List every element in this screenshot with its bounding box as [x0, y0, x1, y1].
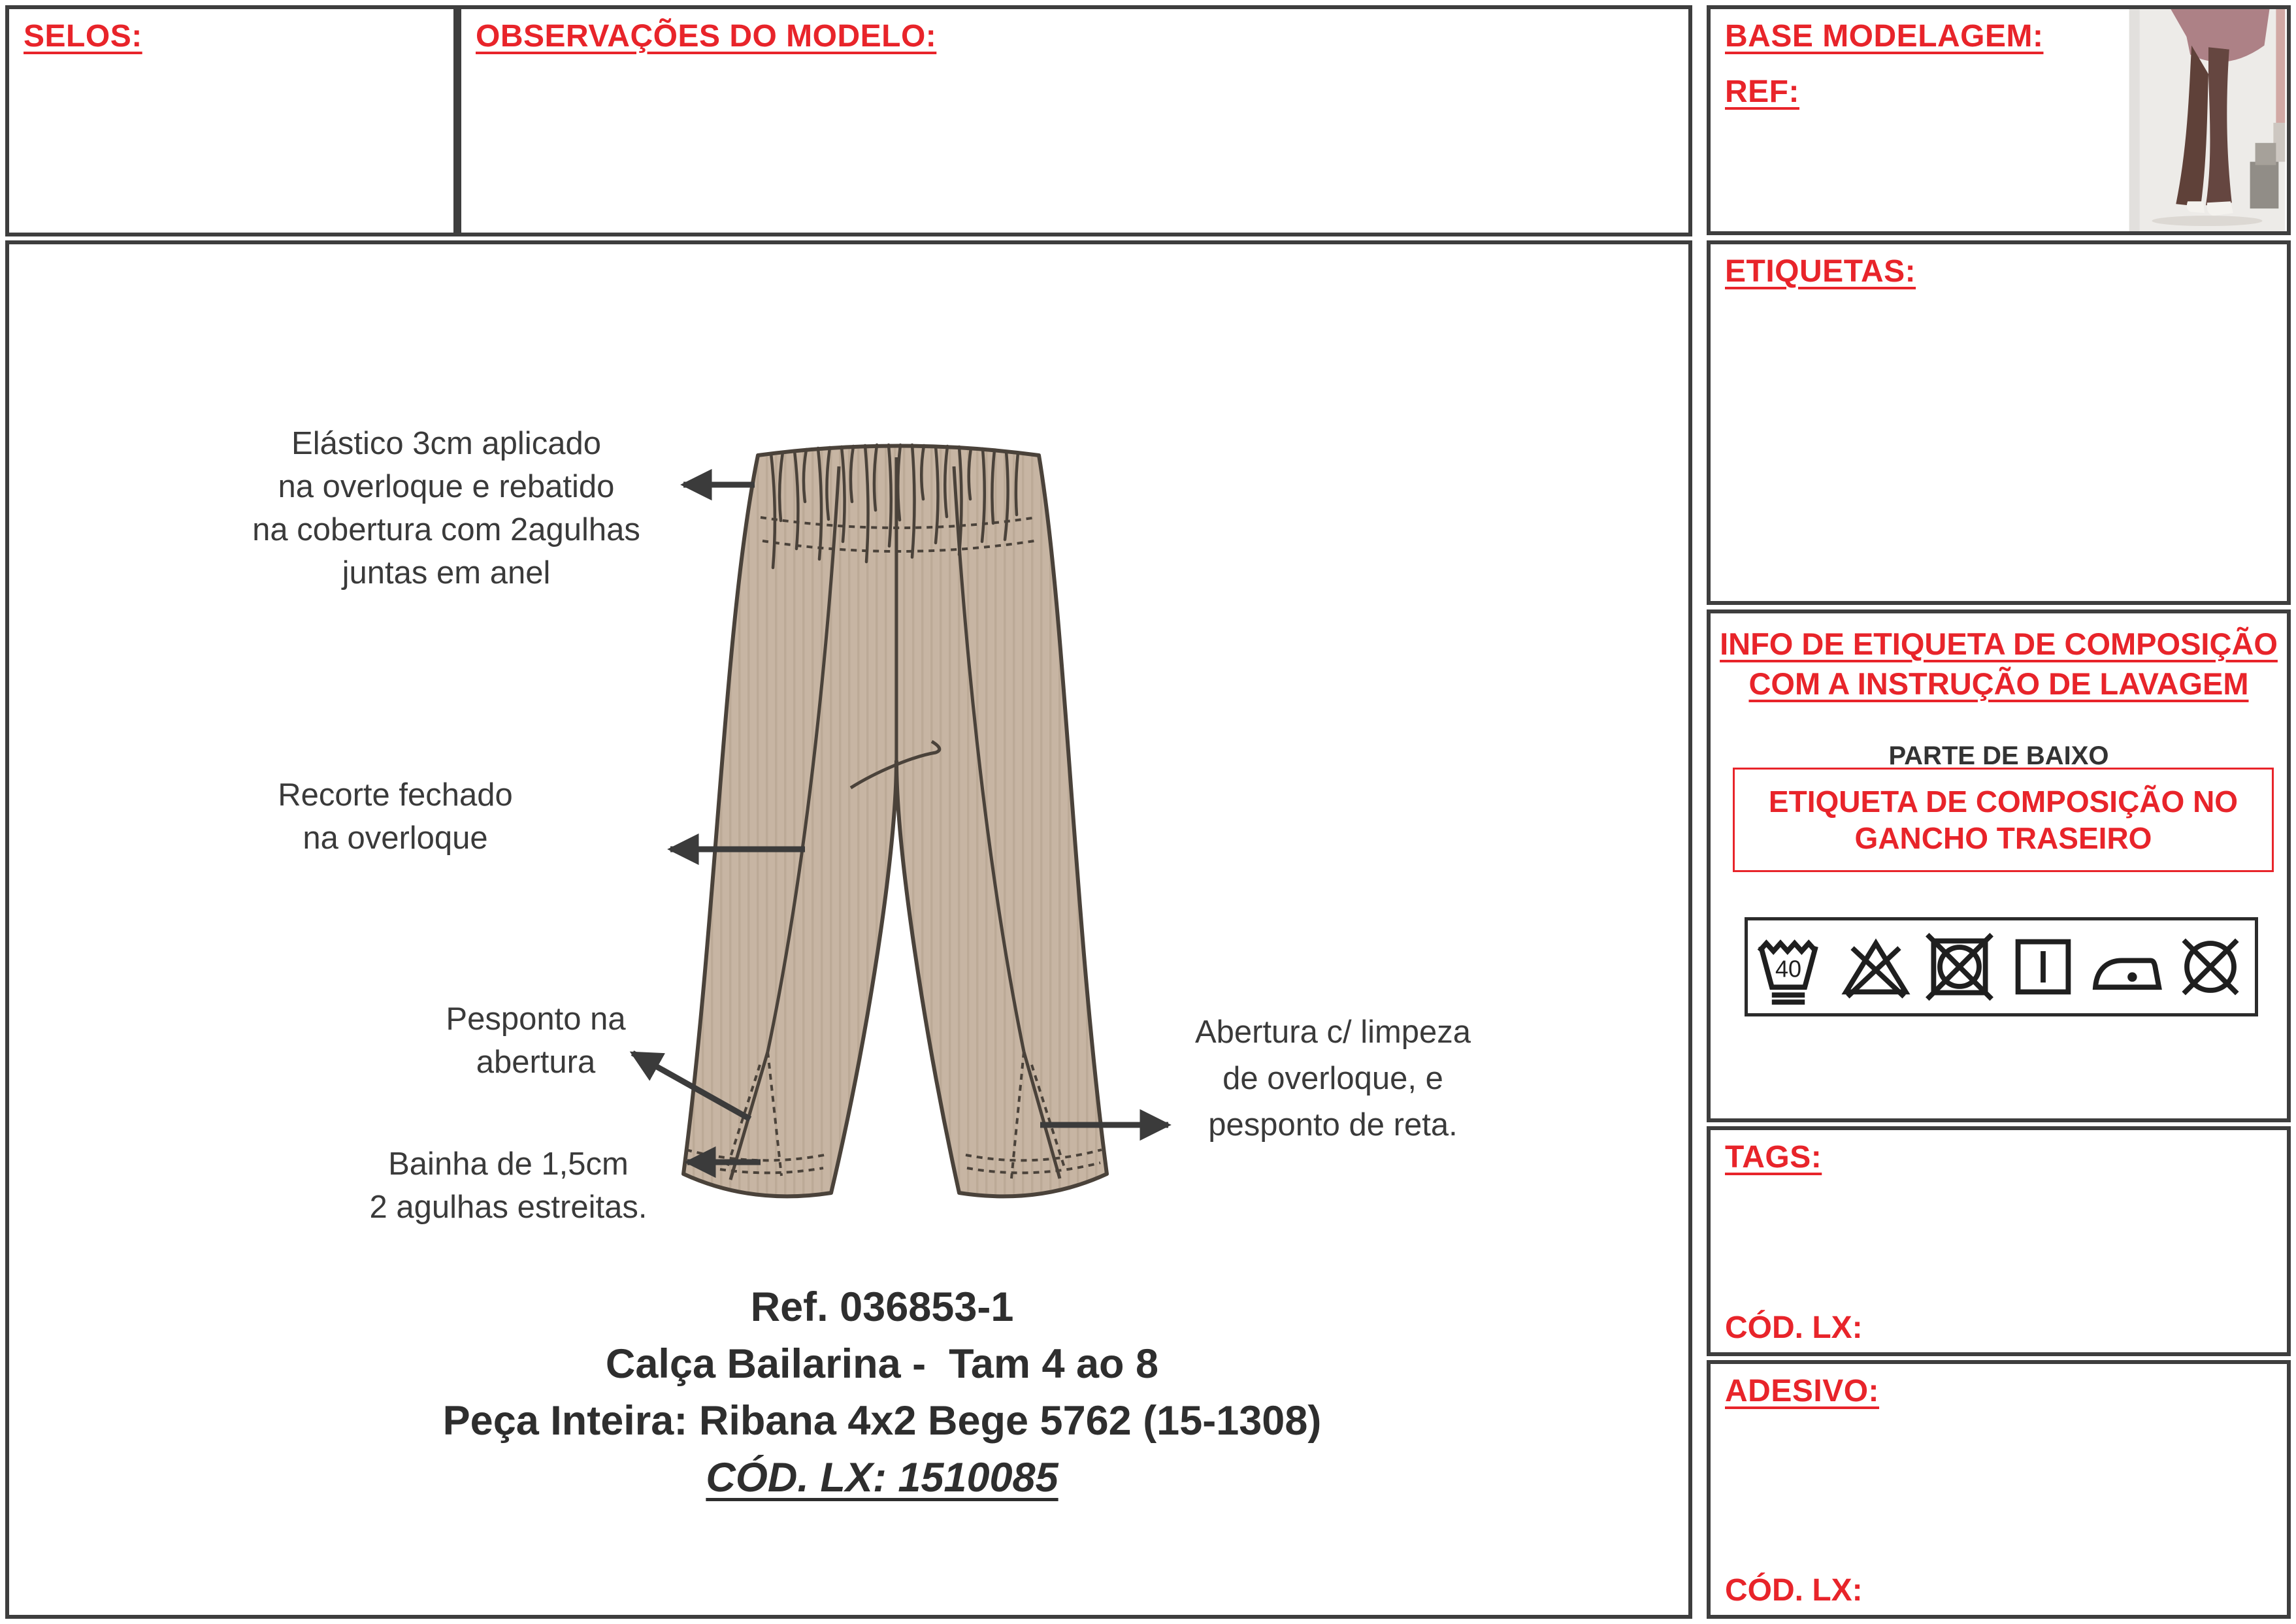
tags-cod-lx-label: CÓD. LX:: [1725, 1310, 1863, 1345]
annotation-abertura: Abertura c/ limpeza de overloque, e pesponto de reta.: [1194, 1015, 1471, 1143]
do-not-dry-clean-icon: [2171, 928, 2250, 1006]
highlight-line2: GANCHO TRASEIRO: [1854, 821, 2152, 855]
annotation-bainha: Bainha de 1,5cm 2 agulhas estreitas.: [369, 1146, 648, 1225]
ref-label: REF:: [1725, 74, 1799, 109]
reference-ref: Ref. 036853-1: [750, 1284, 1014, 1330]
panel-observacoes: [457, 5, 1692, 236]
care-symbols-strip: [1745, 917, 2258, 1016]
panel-tags: [1707, 1126, 2291, 1356]
reference-block: [359, 1279, 1405, 1506]
observacoes-label: OBSERVAÇÕES DO MODELO:: [476, 19, 937, 54]
selos-label: SELOS:: [24, 19, 142, 54]
highlight-line1: ETIQUETA DE COMPOSIÇÃO NO: [1768, 785, 2239, 819]
reference-material: Peça Inteira: Ribana 4x2 Bege 5762 (15-1308): [442, 1398, 1322, 1444]
line-dry-icon: [2004, 928, 2082, 1006]
annotation-recorte: Recorte fechado na overloque: [278, 777, 513, 856]
panel-info-composicao: [1707, 609, 2291, 1122]
info-title-line1: INFO DE ETIQUETA DE COMPOSIÇÃO: [1720, 626, 2278, 661]
svg-text:40: 40: [1775, 955, 1802, 983]
base-modelagem-label: BASE MODELAGEM:: [1725, 19, 2044, 54]
photo-shoe-right: [2207, 201, 2233, 216]
panel-etiquetas: [1707, 240, 2291, 605]
reference-photo-thumbnail: [2129, 9, 2286, 231]
iron-low-icon: [2088, 928, 2166, 1006]
annotation-elastico: Elástico 3cm aplicado na overloque e rebatido na cobertura com 2agulhas juntas em anel: [252, 426, 640, 591]
panel-adesivo: [1707, 1360, 2291, 1619]
info-title-line2: COM A INSTRUÇÃO DE LAVAGEM: [1748, 666, 2249, 701]
do-not-tumble-dry-icon: [1920, 928, 1999, 1006]
adesivo-cod-lx-label: CÓD. LX:: [1725, 1573, 1863, 1608]
do-not-bleach-icon: [1837, 928, 1915, 1006]
composition-highlight-box: [1733, 768, 2274, 872]
reference-model: Calça Bailarina - Tam 4 ao 8: [605, 1341, 1159, 1387]
adesivo-label: ADESIVO:: [1725, 1374, 1880, 1408]
etiquetas-label: ETIQUETAS:: [1725, 254, 1916, 289]
reference-cod-lx: CÓD. LX: 1510085: [706, 1455, 1058, 1501]
info-subtitle: PARTE DE BAIXO: [1888, 741, 2109, 770]
annotation-pesponto: Pesponto na abertura: [446, 1001, 626, 1080]
tags-label: TAGS:: [1725, 1140, 1822, 1175]
panel-base-modelagem: [1707, 5, 2291, 235]
wash-40-icon: [1753, 928, 1831, 1006]
panel-selos: [5, 5, 457, 236]
